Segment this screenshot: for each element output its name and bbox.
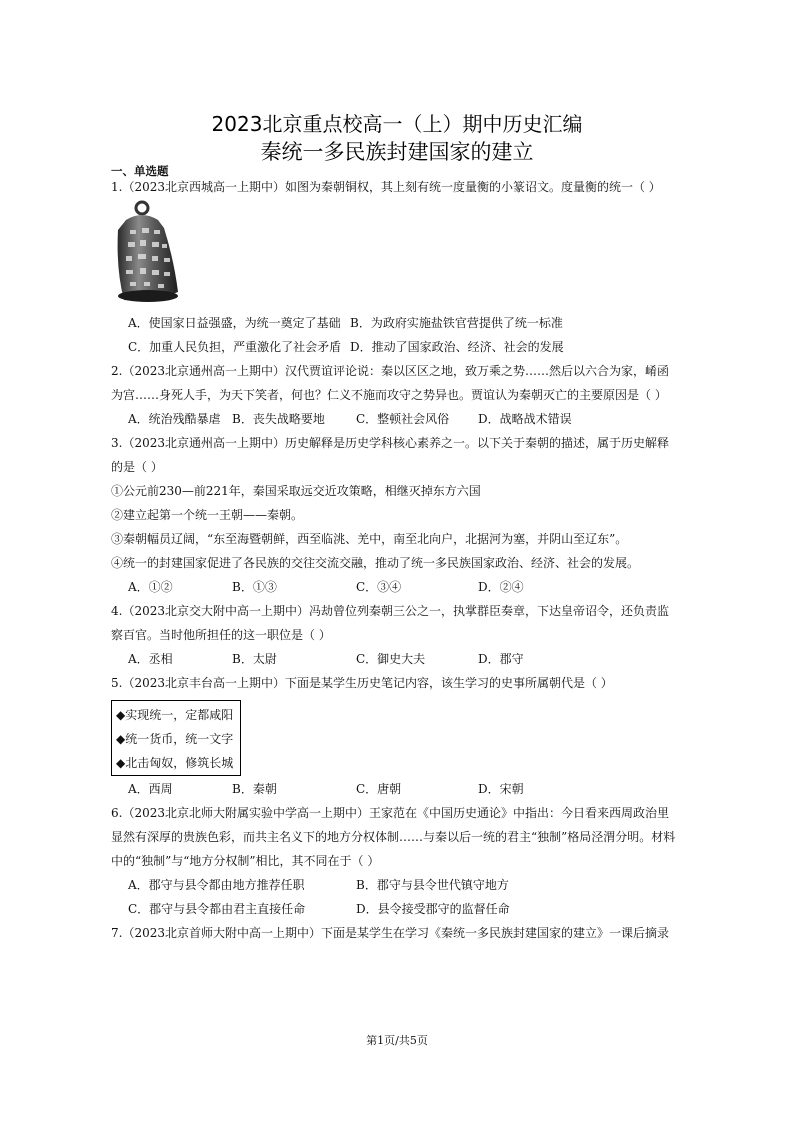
question-6-stem-line-2: 显然有深厚的贵族色彩，而共主名义下的地方分权体制……与秦以后一统的君主“独制”格局泾渭分明。材料: [111, 830, 676, 844]
question-6-option-c: C．郡守与县令都由君主直接任命: [128, 902, 306, 916]
question-4-stem-line-2: 察百官。当时他所担任的这一职位是（ ）: [111, 628, 331, 642]
question-6-option-d: D．县令接受郡守的监督任命: [356, 902, 510, 916]
document-title: 2023北京重点校高一（上）期中历史汇编: [211, 112, 583, 136]
question-3-statement-1: ①公元前230—前221年，秦国采取远交近攻策略，相继灭掉东方六国: [111, 484, 481, 498]
question-6-option-a: A．郡守与县令都由地方推荐任职: [128, 878, 305, 892]
question-5-stem: 5.（2023北京丰台高一上期中）下面是某学生历史笔记内容，该生学习的史事所属朝代是（ ）: [111, 676, 613, 690]
question-4-option-d: D．郡守: [478, 652, 524, 666]
section-heading: 一、单选题: [111, 164, 169, 178]
question-2-option-c: C．整顿社会风俗: [356, 412, 450, 426]
notes-box: [111, 700, 241, 776]
notes-box-line-2: ◆统一货币，统一文字: [116, 732, 234, 746]
question-4-stem-line-1: 4.（2023北京交大附中高一上期中）冯劫曾位列秦朝三公之一，执掌群臣奏章，下达皇帝诏令，还负责监: [111, 604, 669, 618]
question-6-stem-line-1: 6.（2023北京北师大附属实验中学高一上期中）王家范在《中国历史通论》中指出：今日看来西周政治里: [111, 806, 669, 820]
question-5-option-a: A．西周: [128, 782, 173, 796]
bronze-weight-image: [112, 200, 184, 304]
question-3-stem-line-2: 的是（ ）: [111, 460, 163, 474]
question-3-statement-4: ④统一的封建国家促进了各民族的交往交流交融，推动了统一多民族国家政治、经济、社会的发展。: [111, 556, 640, 570]
question-2-option-d: D．战略战术错误: [478, 412, 572, 426]
question-3-option-a: A．①②: [128, 580, 173, 594]
notes-box-line-1: ◆实现统一，定都咸阳: [116, 708, 234, 722]
question-2-stem-line-1: 2.（2023北京通州高一上期中）汉代贾谊评论说：秦以区区之地，致万乘之势……然后以六合为家，崤函: [111, 364, 669, 378]
question-1-option-c: C．加重人民负担，严重激化了社会矛盾: [128, 340, 342, 354]
question-1-option-d: D．推动了国家政治、经济、社会的发展: [350, 340, 564, 354]
question-2-option-a: A．统治残酷暴虐: [128, 412, 221, 426]
question-6-stem-line-3: 中的“独制”与“地方分权制”相比，其不同在于（ ）: [111, 854, 380, 868]
question-2-option-b: B．丧失战略要地: [232, 412, 325, 426]
question-1-stem: 1.（2023北京西城高一上期中）如图为秦朝铜权，其上刻有统一度量衡的小篆诏文。度量衡的统一（ ）: [111, 180, 661, 194]
question-4-option-c: C．御史大夫: [356, 652, 426, 666]
notes-box-line-3: ◆北击匈奴，修筑长城: [116, 756, 234, 770]
question-4-option-a: A．丞相: [128, 652, 173, 666]
question-3-stem-line-1: 3.（2023北京通州高一上期中）历史解释是历史学科核心素养之一。以下关于秦朝的描述，属于历史解释: [111, 436, 669, 450]
question-2-stem-line-2: 为宫……身死人手，为天下笑者，何也？仁义不施而攻守之势异也。贾谊认为秦朝灭亡的主要原因是（ ）: [111, 388, 667, 402]
question-4-option-b: B．太尉: [232, 652, 277, 666]
page-number: 第1页/共5页: [366, 1034, 428, 1047]
question-6-option-b: B．郡守与县令世代镇守地方: [356, 878, 509, 892]
question-3-option-c: C．③④: [356, 580, 402, 594]
question-5-option-c: C．唐朝: [356, 782, 402, 796]
question-3-statement-3: ③秦朝幅员辽阔，“东至海暨朝鲜，西至临洮、羌中，南至北向户，北据河为塞，并阴山至辽东”。: [111, 532, 628, 546]
document-subtitle: 秦统一多民族封建国家的建立: [260, 140, 534, 164]
question-1-option-a: A．使国家日益强盛，为统一奠定了基础: [128, 316, 341, 330]
question-5-option-d: D．宋朝: [478, 782, 524, 796]
question-7-stem-line-1: 7.（2023北京首师大附中高一上期中）下面是某学生在学习《秦统一多民族封建国家的建立》一课后摘录: [111, 926, 669, 940]
question-3-option-b: B．①③: [232, 580, 277, 594]
question-5-option-b: B．秦朝: [232, 782, 277, 796]
question-1-option-b: B．为政府实施盐铁官营提供了统一标准: [350, 316, 563, 330]
question-3-statement-2: ②建立起第一个统一王朝——秦朝。: [111, 508, 304, 522]
question-3-option-d: D．②④: [478, 580, 524, 594]
